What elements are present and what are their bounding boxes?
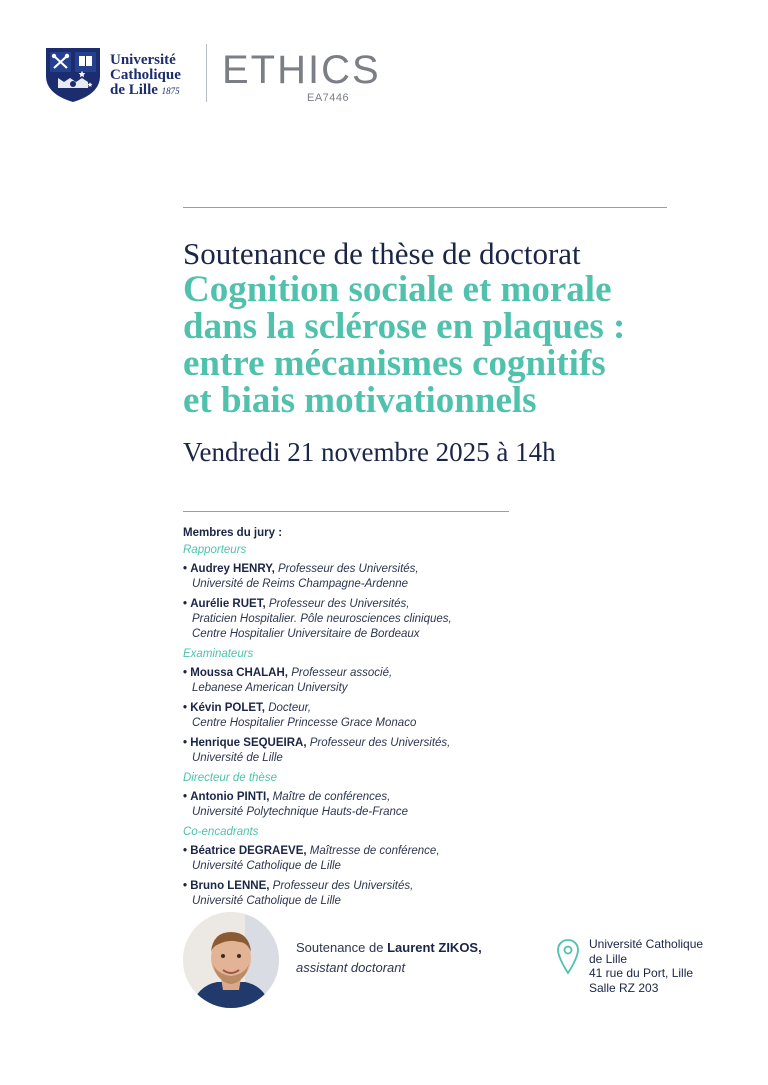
member-institution: Université Polytechnique Hauts-de-France (192, 806, 409, 818)
jury-member: • Henrique SEQUEIRA, Professeur des Universités, Université de Lille (183, 736, 643, 766)
jury-member: • Moussa CHALAH, Professeur associé, Lebanese American University (183, 666, 643, 696)
university-name-line2: Catholique (110, 67, 181, 83)
event-location (589, 937, 703, 995)
member-institution: Praticien Hospitalier. Pôle neurosciences cliniques, (192, 613, 452, 625)
jury-member: • Bruno LENNE, Professeur des Universités, Université Catholique de Lille (183, 879, 643, 909)
university-year: 1875 (161, 86, 180, 96)
university-name-line1: Université (110, 52, 176, 68)
jury-member: • Aurélie RUET, Professeur des Universités, Praticien Hospitalier. Pôle neurosciences cliniques, Centre Hospitalier Universitaire de Bordeaux (183, 597, 643, 642)
top-divider (183, 207, 667, 208)
thesis-title-line: et biais motivationnels (183, 380, 537, 421)
member-name: Antonio PINTI, (190, 791, 270, 803)
location-line: Université Catholique (589, 937, 704, 951)
candidate-block (296, 938, 482, 978)
member-role: Professeur des Universités, (309, 737, 451, 749)
candidate-prefix: Soutenance de (296, 940, 384, 955)
thesis-title-line: dans la sclérose en plaques : (183, 306, 626, 347)
candidate-role: assistant doctorant (296, 960, 406, 975)
jury-member: • Kévin POLET, Docteur, Centre Hospitalier Princesse Grace Monaco (183, 701, 643, 731)
candidate-name: Laurent ZIKOS, (387, 940, 482, 955)
jury-member: • Antonio PINTI, Maître de conférences, Université Polytechnique Hauts-de-France (183, 790, 643, 820)
location-line: de Lille (589, 951, 628, 966)
lab-code: EA7446 (307, 92, 350, 104)
member-name: Audrey HENRY, (190, 563, 275, 575)
member-institution: Centre Hospitalier Princesse Grace Monaco (192, 717, 417, 729)
middle-divider (183, 511, 509, 512)
member-role: Professeur des Universités, (272, 880, 414, 892)
candidate-photo (183, 912, 279, 1008)
member-institution: Université de Reims Champagne-Ardenne (192, 578, 409, 590)
member-role: Professeur des Universités, (268, 598, 410, 610)
thesis-title-line: Cognition sociale et morale (183, 269, 612, 310)
university-name-line3: de Lille (110, 82, 158, 98)
member-role: Docteur, (268, 702, 312, 714)
member-name: Kévin POLET, (190, 702, 266, 714)
jury-member: • Béatrice DEGRAEVE, Maîtresse de conférence, Université Catholique de Lille (183, 844, 643, 874)
jury-heading: Membres du jury : (183, 527, 283, 539)
jury-section-label: Co-encadrants (183, 826, 259, 838)
member-role: Professeur associé, (291, 667, 393, 679)
member-institution: Université Catholique de Lille (192, 860, 341, 872)
location-line: 41 rue du Port, Lille (589, 966, 694, 980)
jury-section-label: Directeur de thèse (183, 772, 277, 784)
member-role: Maîtresse de conférence, (309, 845, 440, 857)
university-crest-icon (42, 42, 104, 104)
logo-divider (206, 44, 207, 102)
location-line: Salle RZ 203 (589, 980, 659, 995)
member-name: Béatrice DEGRAEVE, (190, 845, 307, 857)
member-name: Bruno LENNE, (190, 880, 270, 892)
thesis-title-line: entre mécanismes cognitifs (183, 343, 606, 384)
member-role: Professeur des Universités, (278, 563, 419, 575)
member-institution: Centre Hospitalier Universitaire de Bordeaux (192, 628, 420, 640)
member-name: Henrique SEQUEIRA, (190, 737, 307, 749)
member-institution: Université Catholique de Lille (192, 895, 341, 907)
jury-member: • Audrey HENRY, Professeur des Universités, Université de Reims Champagne-Ardenne (183, 562, 643, 592)
jury-section-label: Examinateurs (183, 648, 254, 660)
university-name (110, 53, 181, 99)
member-name: Moussa CHALAH, (190, 667, 288, 679)
member-institution: Université de Lille (192, 752, 283, 764)
event-date: Vendredi 21 novembre 2025 à 14h (183, 437, 556, 467)
jury-list (183, 526, 643, 914)
member-role: Maître de conférences, (272, 791, 391, 803)
lab-name: ETHICS (222, 48, 381, 92)
member-institution: Lebanese American University (192, 682, 348, 694)
location-pin-icon (556, 938, 580, 976)
jury-section-label: Rapporteurs (183, 544, 247, 556)
member-name: Aurélie RUET, (190, 598, 266, 610)
thesis-title (183, 271, 625, 419)
event-title: Soutenance de thèse de doctorat (183, 236, 581, 271)
